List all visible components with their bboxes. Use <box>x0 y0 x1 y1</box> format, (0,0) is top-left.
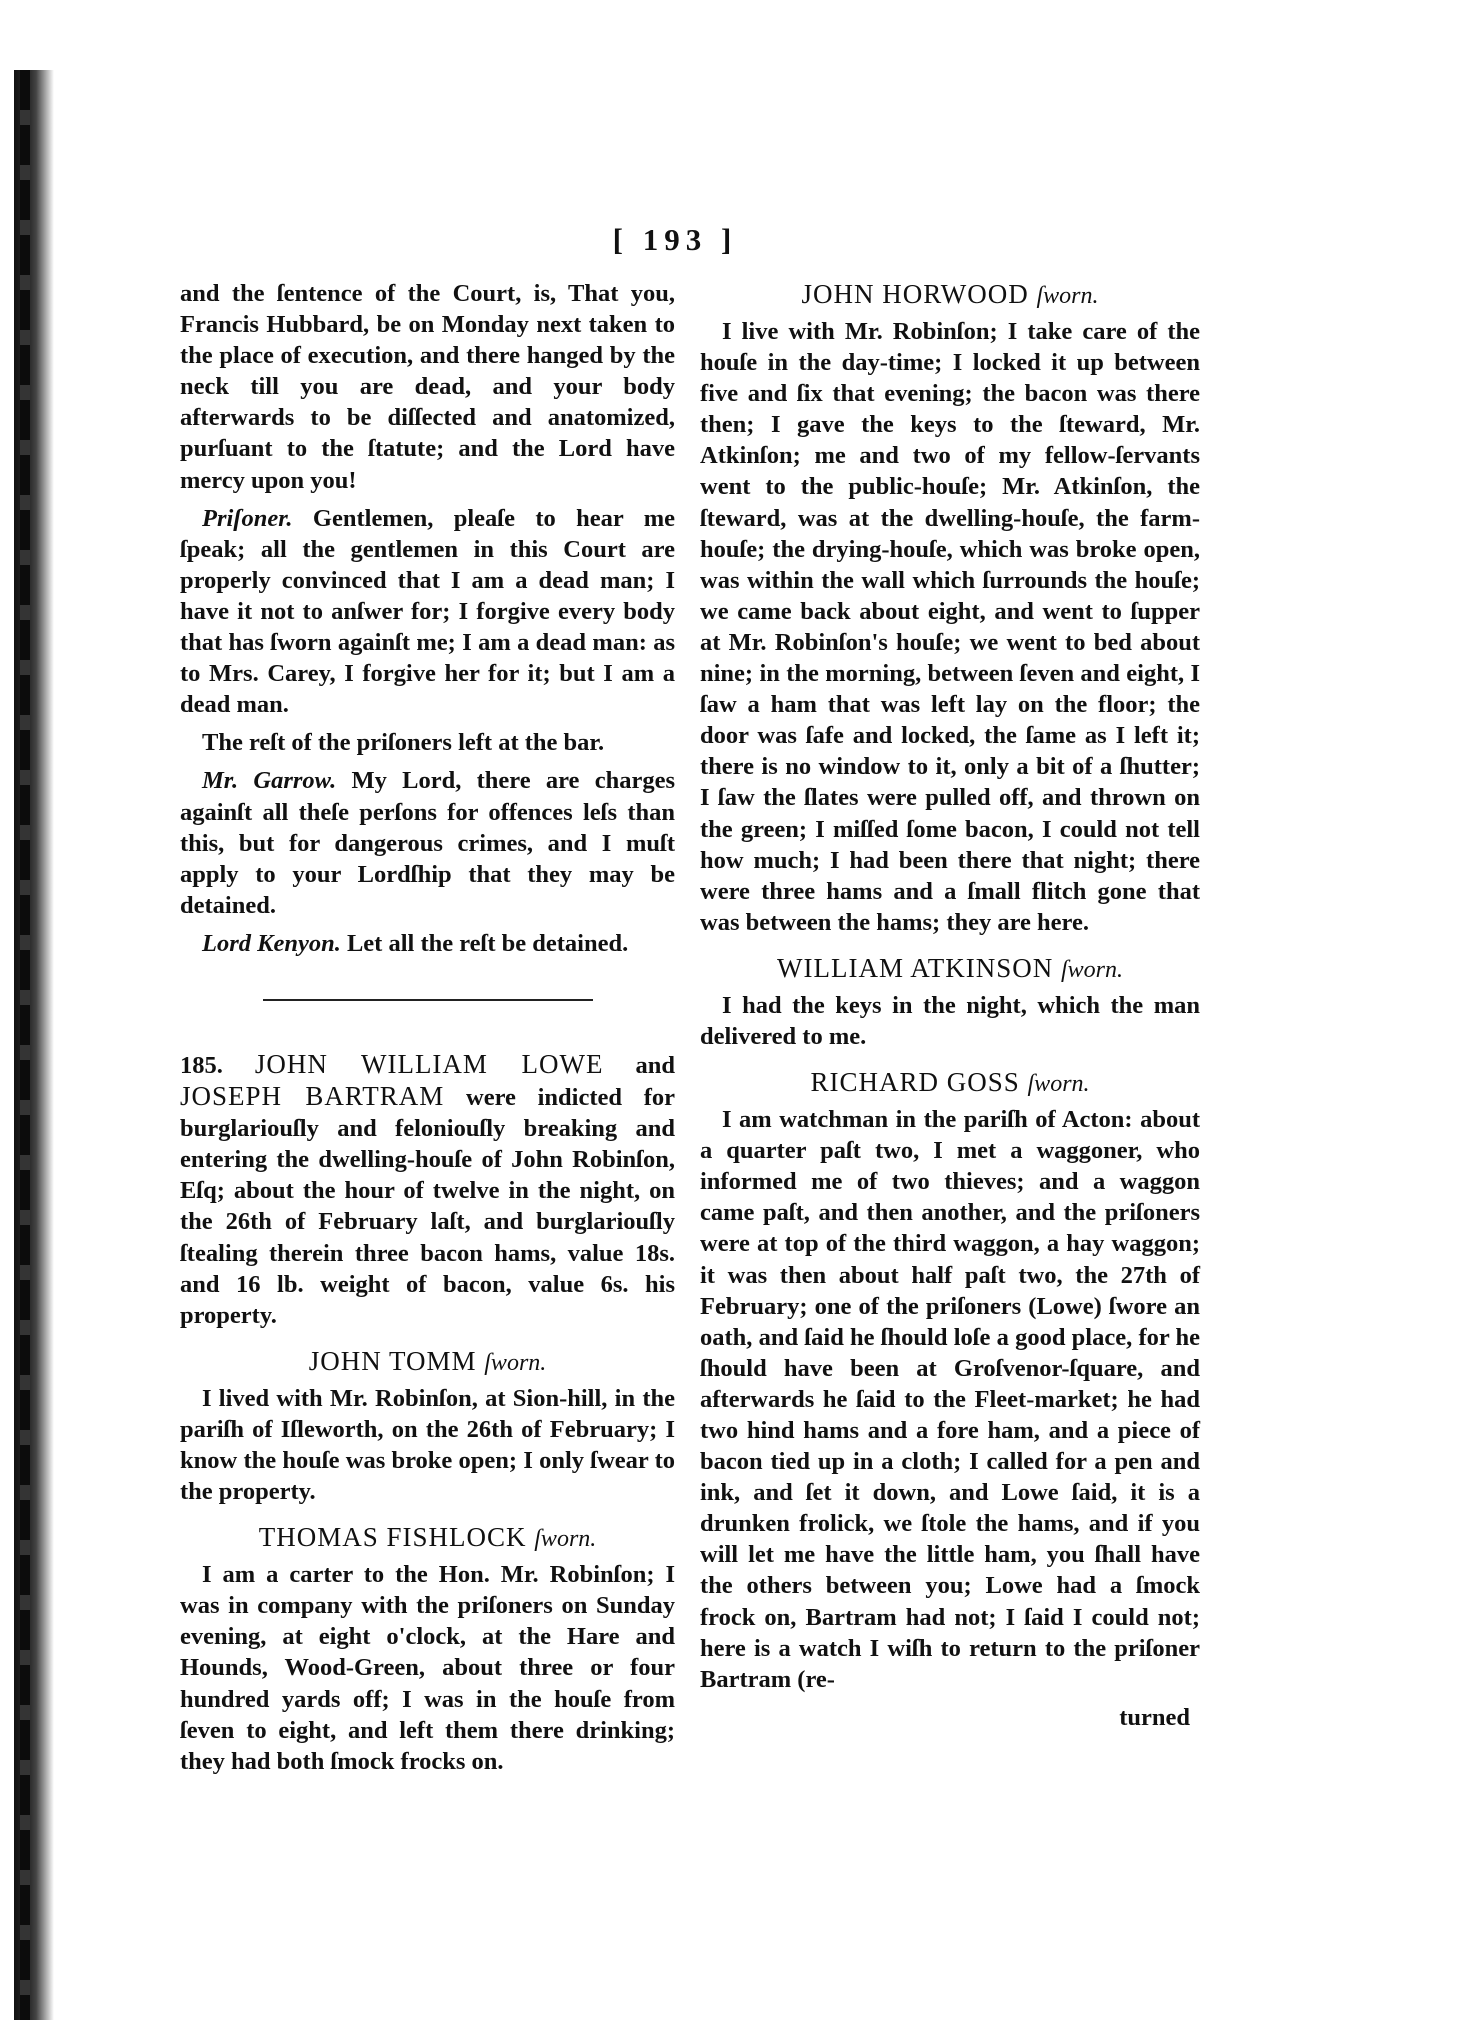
witness-heading <box>180 1345 675 1379</box>
page-number: [ 193 ] <box>612 222 738 257</box>
witness-name: THOMAS FISHLOCK <box>258 1522 527 1553</box>
indictment-text: were indicted for burglariouſly and feloniouſly breaking and entering the dwelling-houſe of John Robinſon, Eſq; about the hour of twelve in the night, on the 26th of February laſt, and burglariouſly ſtealing therein three bacon hams, value 18s. and 16 lb. weight of bacon, value 6s. his property. <box>180 1084 675 1329</box>
garrow-speech <box>180 765 675 920</box>
sworn-label: ſworn. <box>1060 956 1123 983</box>
witness-name: JOHN HORWOOD <box>801 279 1029 309</box>
witness-heading <box>180 1521 675 1555</box>
remaining-prisoners-note: The reſt of the priſoners left at the bar. <box>202 729 605 757</box>
prisoner-speech <box>180 503 675 721</box>
left-column <box>180 278 675 1784</box>
witness-heading <box>700 1066 1200 1100</box>
witness-testimony: I lived with Mr. Robinſon, at Sion-hill, in the pariſh of Iſleworth, on the 26th of February; I know the houſe was broke open; I only ſwear to the property. <box>180 1384 675 1506</box>
speech-text: Let all the reſt be detained. <box>340 929 629 957</box>
sworn-label: ſworn. <box>484 1349 547 1376</box>
witness-testimony: I live with Mr. Robinſon; I take care of the houſe in the day-time; I locked it up between five and ſix that evening; the bacon was there then; I gave the keys to the ſteward, Mr. Atkinſon; me and two of my fellow-ſervants went to the public-houſe; Mr. Atkinſon, the ſteward, was at the dwelling-houſe, the farm-houſe; the drying-houſe, which was broke open, was within the wall which ſurrounds the houſe; we came back about eight, and went to ſupper at Mr. Robinſon's houſe; we went to bed about nine; in the morning, between ſeven and eight, I ſaw a ham that was left lay on the floor; the door was ſafe and locked, the ſame as I left it; there is no window to it, only a bit of a ſhutter; I ſaw the ſlates were pulled off, and thrown on the green; I miſſed ſome bacon, I could not tell how much; I had been there that night; there were three hams and a ſmall flitch gone that was between the hams; they are here. <box>700 318 1200 936</box>
sworn-label: ſworn. <box>1036 283 1099 309</box>
speaker-label: Lord Kenyon. <box>202 929 341 957</box>
kenyon-speech <box>180 928 675 959</box>
catchword: turned <box>1119 1703 1190 1731</box>
witness-testimony: I am watchman in the pariſh of Acton: about a quarter paſt two, I met a waggoner, who informed me of two thieves; and a waggon came paſt, and then another, and the priſoners were at top of the third waggon, a hay waggon; it was then about half paſt two, the 27th of February; one of the priſoners (Lowe) ſwore an oath, and ſaid he ſhould loſe a good place, for he ſhould have been at Groſvenor-ſquare, and afterwards he ſaid to the Fleet-market; he had two hind hams and a fore ham, and a piece of bacon tied up in a cloth; I called for a pen and ink, and ſet it down, and Lowe ſaid, it is a drunken frolick, we ſtole the hams, and if you will let me have the little ham, you ſhall have the others between you; Lowe had a ſmock frock on, Bartram had not; I ſaid I could not; here is a watch I wiſh to return to the priſoner Bartram (re- <box>700 1106 1200 1693</box>
defendant-name: JOHN WILLIAM LOWE <box>254 1048 604 1079</box>
sentence-paragraph: and the ſentence of the Court, is, That you, Francis Hubbard, be on Monday next taken to the place of execution, and there hanged by the neck till you are dead, and your body afterwards to be diſſected and anatomized, purſuant to the ſtatute; and the Lord have mercy upon you! <box>180 280 675 494</box>
sworn-label: ſworn. <box>534 1526 597 1553</box>
book-binding-edge <box>14 70 54 2020</box>
right-column <box>700 278 1200 1740</box>
defendant-name: JOSEPH BARTRAM <box>180 1081 445 1112</box>
section-divider <box>263 999 593 1001</box>
case-conjunction: and <box>603 1051 675 1079</box>
witness-name: RICHARD GOSS <box>810 1067 1020 1098</box>
case-185-indictment <box>180 1049 675 1331</box>
speaker-label: Priſoner. <box>202 504 293 532</box>
witness-name: JOHN TOMM <box>308 1345 477 1376</box>
witness-testimony: I had the keys in the night, which the man delivered to me. <box>700 991 1200 1050</box>
witness-testimony: I am a carter to the Hon. Mr. Robinſon; I was in company with the priſoners on Sunday evening, at eight o'clock, at the Hare and Hounds, Wood-Green, about three or four hundred yards off; I was in the houſe from ſeven to eight, and left them there drinking; they had both ſmock frocks on. <box>180 1561 675 1775</box>
sworn-label: ſworn. <box>1027 1071 1090 1098</box>
speaker-label: Mr. Garrow. <box>202 767 337 795</box>
witness-name: WILLIAM ATKINSON <box>777 952 1054 983</box>
witness-heading <box>700 278 1200 312</box>
speech-text: Gentlemen, pleaſe to hear me ſpeak; all the gentlemen in this Court are properly convinced that I am a dead man; I have it not to anſwer for; I forgive every body that has ſworn againſt me; I am a dead man: as to Mrs. Carey, I forgive her for it; but I am a dead man. <box>180 504 675 719</box>
case-number: 185. <box>180 1051 255 1079</box>
witness-heading <box>700 952 1200 986</box>
speech-text: My Lord, there are charges againſt all theſe perſons for offences leſs than this, but for dangerous crimes, and I muſt apply to your Lordſhip that they may be detained. <box>180 767 675 919</box>
